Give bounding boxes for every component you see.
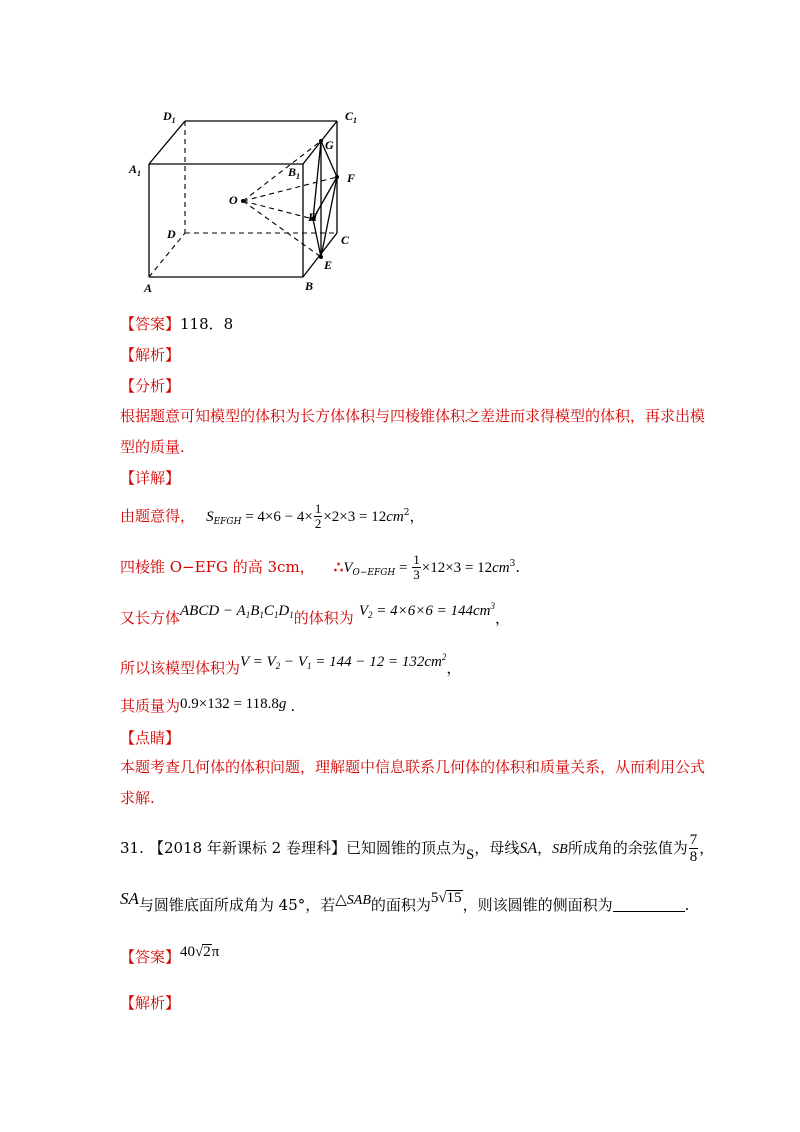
answer2-tag: 【答案】 — [120, 948, 181, 966]
analysis-tag: 【解析】 — [120, 346, 181, 364]
answer-blank — [613, 897, 685, 912]
fenxi-tag: 【分析】 — [120, 377, 181, 395]
detail-line4: 所以该模型体积为$V = V_2 - V_1 = 144 - 12 = 132cm^2$， — [120, 652, 462, 677]
edge-A1-D1 — [149, 121, 185, 164]
analysis2-tag: 【解析】 — [120, 994, 181, 1012]
fenxi-line1: 根据题意可知模型的体积为长方体体积与四棱锥体积之差进而求得模型的体积，再求出模 — [120, 407, 706, 425]
label-O: O — [229, 193, 238, 207]
question-31-line2: SA与圆锥底面所成角为 45°，若△SAB的面积为5√15，则该圆锥的侧面积为 . — [120, 889, 690, 914]
label-D1: $D_1$ — [163, 109, 176, 125]
detail-line2: 四棱锥 O−EFG 的高 3cm， $\therefore V_{O-EFGH}$ = $\frac{1}{3}$ $\times 12\times 3 = 12cm^3$. — [120, 552, 521, 582]
label-B1: $B_1$ — [288, 165, 301, 181]
question-source: 【2018 年新课标 2 卷理科】 — [148, 839, 346, 857]
label-F: F — [347, 171, 356, 185]
detail-line5: 其质量为0.9×132 = 118.8g . — [120, 696, 296, 715]
question-31-line1: 31. 【2018 年新课标 2 卷理科】已知圆锥的顶点为S，母线SA，SB所成角的余弦值为 $\frac{7}{8}$ ， — [120, 832, 715, 865]
label-C: C — [341, 233, 350, 247]
dianjing-tag: 【点睛】 — [120, 729, 181, 747]
answer-tag: 【答案】 — [120, 315, 181, 333]
edge-O-F — [243, 177, 337, 201]
label-B: B — [305, 279, 314, 293]
cuboid-figure — [125, 105, 365, 295]
detail-tag: 【详解】 — [120, 469, 181, 487]
edge-O-G — [243, 141, 321, 201]
edge-H-E — [313, 219, 321, 257]
label-G: G — [325, 138, 334, 152]
answer-line — [120, 314, 233, 334]
label-A: A — [144, 281, 153, 295]
label-A1: $A_1$ — [129, 162, 142, 178]
answer2-line: 【答案】40√2π — [120, 944, 220, 966]
label-H: H — [308, 210, 318, 224]
question-number: 31. — [120, 839, 144, 857]
label-E: E — [324, 258, 333, 272]
dianjing-line2: 求解. — [120, 789, 155, 807]
fenxi-line2: 型的质量. — [120, 438, 185, 456]
answer-value: 118．8 — [180, 315, 234, 333]
detail-line1: 由题意得， $S_{EFGH} = 4\times 6 - 4\times$ $\frac{1}{2}$ $\times 2\times 3 = 12cm^2$， — [120, 501, 425, 531]
detail-line3: 又长方体ABCD − $A_1B_1C_1D_1$的体积为 $V_2 = 4\times 6\times 6 = 144cm^3$， — [120, 601, 511, 627]
dianjing-line1: 本题考查几何体的体积问题，理解题中信息联系几何体的体积和质量关系，从而利用公式 — [120, 758, 706, 776]
label-D: D — [167, 227, 176, 241]
label-C1: $C_1$ — [345, 109, 358, 125]
edge-F-E — [321, 177, 337, 257]
